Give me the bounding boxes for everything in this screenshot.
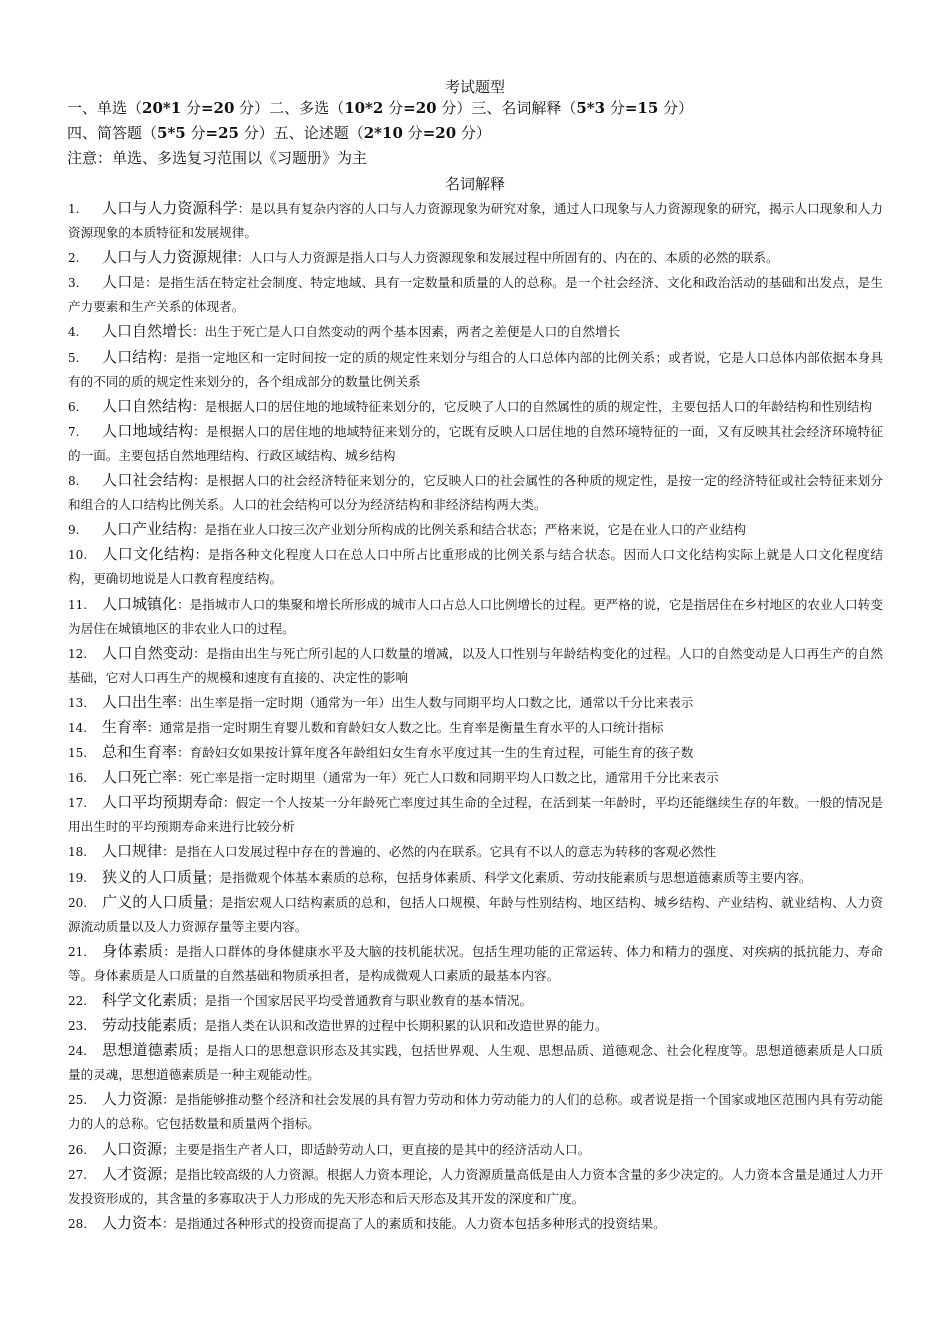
term-name: 科学文化素质: [102, 991, 193, 1009]
term-item: [68, 319, 883, 344]
term-item: [68, 1087, 883, 1136]
term-item: [68, 715, 883, 740]
term-name: 人口与人力资源规律: [102, 248, 238, 267]
term-name: 人口自然变动: [102, 643, 194, 662]
term-name: 广义的人口质量: [102, 892, 209, 911]
term-number: 11.: [68, 597, 88, 612]
term-item: [68, 865, 883, 890]
term-name: 人口文化结构: [102, 545, 195, 564]
term-number: 25.: [68, 1093, 88, 1108]
term-name: 人力资本: [102, 1213, 163, 1232]
term-name: 人口资源: [102, 1139, 163, 1158]
term-name: 身体素质: [102, 941, 164, 960]
term-name: 生育率: [102, 717, 148, 736]
term-definition: ：是指城市人口的集聚和增长所形成的城市人口占总人口比例增长的过程。更严格的说，它是指居住在乡村地区的农业人口转变为居住在城镇地区的非农业人口的过程。: [68, 596, 883, 636]
term-item: [68, 839, 883, 864]
term-name: 人口出生率: [102, 692, 178, 711]
term-name: 人口结构: [102, 347, 163, 366]
term-definition: ：假定一个人按某一分年龄死亡率度过其生命的全过程，在活到某一年龄时，平均还能继续生存的年数。一般的情况是用出生时的平均预期寿命来进行比较分析: [68, 795, 883, 835]
term-item: [68, 1162, 883, 1211]
term-item: [68, 592, 883, 641]
term-name: 狭义的人口质量: [102, 867, 208, 886]
term-number: 26.: [68, 1142, 88, 1157]
term-number: 17.: [68, 796, 88, 811]
term-number: 6.: [68, 399, 80, 414]
term-number: 5.: [68, 350, 80, 365]
term-item: [68, 988, 883, 1013]
term-number: 23.: [68, 1019, 88, 1034]
term-item: [68, 1013, 883, 1038]
term-definition: ；是指人口的思想意识形态及其实践，包括世界观、人生观、思想品质、道德观念、社会化程度等。思想道德素质是人口质量的灵魂，思想道德素质是一种主观能动性。: [68, 1043, 883, 1083]
term-number: 13.: [68, 695, 88, 710]
term-name: 劳动技能素质: [102, 1016, 193, 1035]
term-definition: ：是以具有复杂内容的人口与人力资源现象为研究对象，通过人口现象与人力资源现象的研究，揭示人口现象和人力资源现象的本质特征和发展规律。: [68, 201, 883, 241]
term-item: [68, 419, 883, 468]
term-name: 人口规律: [102, 842, 163, 861]
term-number: 10.: [68, 548, 88, 563]
page-title: 考试题型: [444, 78, 505, 96]
term-item: [68, 468, 883, 517]
term-name: 总和生育率: [102, 743, 178, 762]
term-definition: ：是指通过各种形式的投资而提高了人的素质和技能。人力资本包括多种形式的投资结果。: [162, 1215, 666, 1231]
term-definition: ：育龄妇女如果按计算年度各年龄组妇女生育水平度过其一生的生育过程，可能生育的孩子数: [177, 745, 694, 761]
term-number: 16.: [68, 771, 88, 786]
term-name: 思想道德素质: [102, 1041, 194, 1060]
term-definition: ：是指由出生与死亡所引起的人口数量的增减，以及人口性别与年龄结构变化的过程。人口的自然变动是人口再生产的自然基础，它对人口再生产的规模和速度有直接的、决定性的影响: [68, 645, 883, 685]
term-definition: ：是指各种文化程度人口在总人口中所占比重形成的比例关系与结合状态。因而人口文化结构实际上就是人口文化程度结构，更确切地说是人口教育程度结构。: [68, 547, 883, 587]
term-item: [68, 939, 883, 988]
term-number: 3.: [68, 276, 80, 291]
term-number: 15.: [68, 746, 88, 761]
term-item: [68, 765, 883, 790]
term-definition: ；主要是指生产者人口，即适龄劳动人口，更直接的是其中的经济活动人口。: [162, 1141, 591, 1157]
term-number: 4.: [68, 325, 80, 340]
term-number: 2.: [68, 251, 80, 266]
term-number: 7.: [68, 424, 80, 439]
term-definition: ：人口与人力资源是指人口与人力资源现象和发展过程中所固有的、内在的、本质的必然的联系。: [237, 250, 779, 266]
term-number: 9.: [68, 523, 80, 538]
term-name: 人口自然增长: [102, 322, 193, 341]
term-number: 14.: [68, 720, 88, 735]
term-definition: ：是根据人口的居住地的地域特征来划分的，它既有反映人口居住地的自然环境特征的一面，又有反映其社会经济环境特征的一面。主要包括自然地理结构、行政区域结构、城乡结构: [68, 423, 883, 463]
term-item: [68, 270, 883, 319]
term-definition: ；是指微观个体基本素质的总称，包括身体素质、科学文化素质、劳动技能素质与思想道德素质等主要内容。: [207, 869, 812, 885]
term-name: 人口城镇化: [102, 594, 178, 613]
term-definition: ；是指宏观人口结构素质的总和，包括人口规模、年龄与性别结构、地区结构、城乡结构、产业结构、就业结构、人力资源流动质量以及人力资源存量等主要内容。: [68, 894, 883, 934]
term-number: 20.: [68, 895, 88, 910]
term-number: 18.: [68, 845, 88, 860]
term-definition: ：通常是指一定时期生育婴儿数和育龄妇女人数之比。生育率是衡量生育水平的人口统计指标: [147, 719, 664, 735]
term-definition: ：是根据人口的社会经济特征来划分的，它反映人口的社会属性的各种质的规定性，是按一定的经济特征或社会特征来划分和组合的人口结构比例关系。人口的社会结构可以分为经济结构和非经济结构两大类。: [68, 473, 883, 513]
term-definition: ：出生率是指一定时期（通常为一年）出生人数与同期平均人口数之比，通常以千分比来表示: [177, 694, 694, 710]
term-item: [68, 740, 883, 765]
exam-structure-line-2: 四、简答题（5*5 分=25 分）五、论述题（2*10 分=20 分）: [67, 124, 491, 142]
term-item: [68, 517, 883, 542]
term-definition: ；是指一个国家居民平均受普通教育与职业教育的基本情况。: [192, 993, 533, 1008]
term-definition: ：是指在业人口按三次产业划分所构成的比例关系和结合状态；严格来说，它是在业人口的产业结构: [192, 522, 747, 538]
section-title: 名词解释: [444, 175, 505, 193]
term-item: [68, 1038, 883, 1087]
term-item: [68, 345, 883, 394]
exam-structure-line-1: 一、单选（20*1 分=20 分）二、多选（10*2 分=20 分）三、名词解释（5*3 分=15 分）: [67, 99, 694, 117]
term-list: [68, 196, 883, 1236]
term-number: 22.: [68, 994, 88, 1008]
term-item: [68, 790, 883, 839]
term-number: 12.: [68, 646, 88, 661]
term-name: 人力资源: [102, 1090, 163, 1109]
term-item: [68, 245, 883, 270]
term-definition: ：是根据人口的居住地的地域特征来划分的，它反映了人口的自然属性的质的规定性，主要包括人口的年龄结构和性别结构: [192, 398, 873, 414]
term-definition: ；是指人类在认识和改造世界的过程中长期积累的认识和改造世界的能力。: [192, 1018, 608, 1034]
term-name: 人口与人力资源科学: [102, 199, 238, 217]
term-number: 28.: [68, 1216, 88, 1231]
term-definition: ；是指比较高级的人力资源。根据人力资本理论，人力资源质量高低是由人力资本含量的多少决定的。人力资本含量是通过人力开发投资形成的，其含量的多寡取决于人力形成的先天形态和后天形态及其开发的深度和广度。: [68, 1166, 883, 1206]
term-number: 21.: [68, 944, 88, 959]
term-number: 1.: [68, 202, 80, 216]
term-number: 8.: [68, 474, 80, 489]
term-definition: 是：是指生活在特定社会制度、特定地域、具有一定数量和质量的人的总称。是一个社会经济、文化和政治活动的基础和出发点，是生产力要素和生产关系的体现者。: [68, 275, 883, 315]
term-name: 人口地域结构: [102, 421, 194, 440]
term-number: 19.: [68, 870, 88, 885]
term-item: [68, 394, 883, 419]
term-name: 人才资源: [102, 1164, 163, 1183]
term-name: 人口死亡率: [102, 768, 178, 787]
term-definition: ：是指能够推动整个经济和社会发展的具有智力劳动和体力劳动能力的人们的总称。或者说是指一个国家或地区范围内具有劳动能力的人的总称。它包括数量和质量两个指标。: [68, 1092, 883, 1132]
term-item: [68, 542, 883, 591]
term-item: [68, 690, 883, 715]
review-scope-note: 注意：单选、多选复习范围以《习题册》为主: [67, 149, 368, 167]
term-name: 人口社会结构: [102, 471, 194, 490]
term-definition: ：是指在人口发展过程中存在的普遍的、必然的内在联系。它具有不以人的意志为转移的客观必然性: [162, 844, 717, 860]
term-definition: ：是指一定地区和一定时间按一定的质的规定性来划分与组合的人口总体内部的比例关系；或者说，它是人口总体内部依据本身具有的不同的质的规定性来划分的，各个组成部分的数量比例关系: [68, 349, 883, 389]
term-name: 人口自然结构: [102, 396, 193, 415]
term-number: 24.: [68, 1044, 88, 1059]
term-name: 人口平均预期寿命: [102, 793, 223, 812]
term-name: 人口产业结构: [102, 520, 193, 539]
term-definition: ：是指人口群体的身体健康水平及大脑的技机能状况。包括生理功能的正常运转、体力和精力的强度、对疾病的抵抗能力、寿命等。身体素质是人口质量的自然基础和物质承担者，是构成微观人口素质的最基本内容。: [68, 943, 883, 983]
term-number: 27.: [68, 1167, 88, 1182]
term-item: [68, 641, 883, 690]
term-definition: ：出生于死亡是人口自然变动的两个基本因素，两者之差便是人口的自然增长: [192, 324, 621, 340]
term-item: [68, 196, 883, 245]
term-name: 人口: [102, 273, 133, 292]
term-item: [68, 1137, 883, 1162]
term-item: [68, 890, 883, 939]
term-item: [68, 1211, 883, 1236]
term-definition: ：死亡率是指一定时期里（通常为一年）死亡人口数和同期平均人口数之比，通常用千分比来表示: [177, 770, 719, 786]
